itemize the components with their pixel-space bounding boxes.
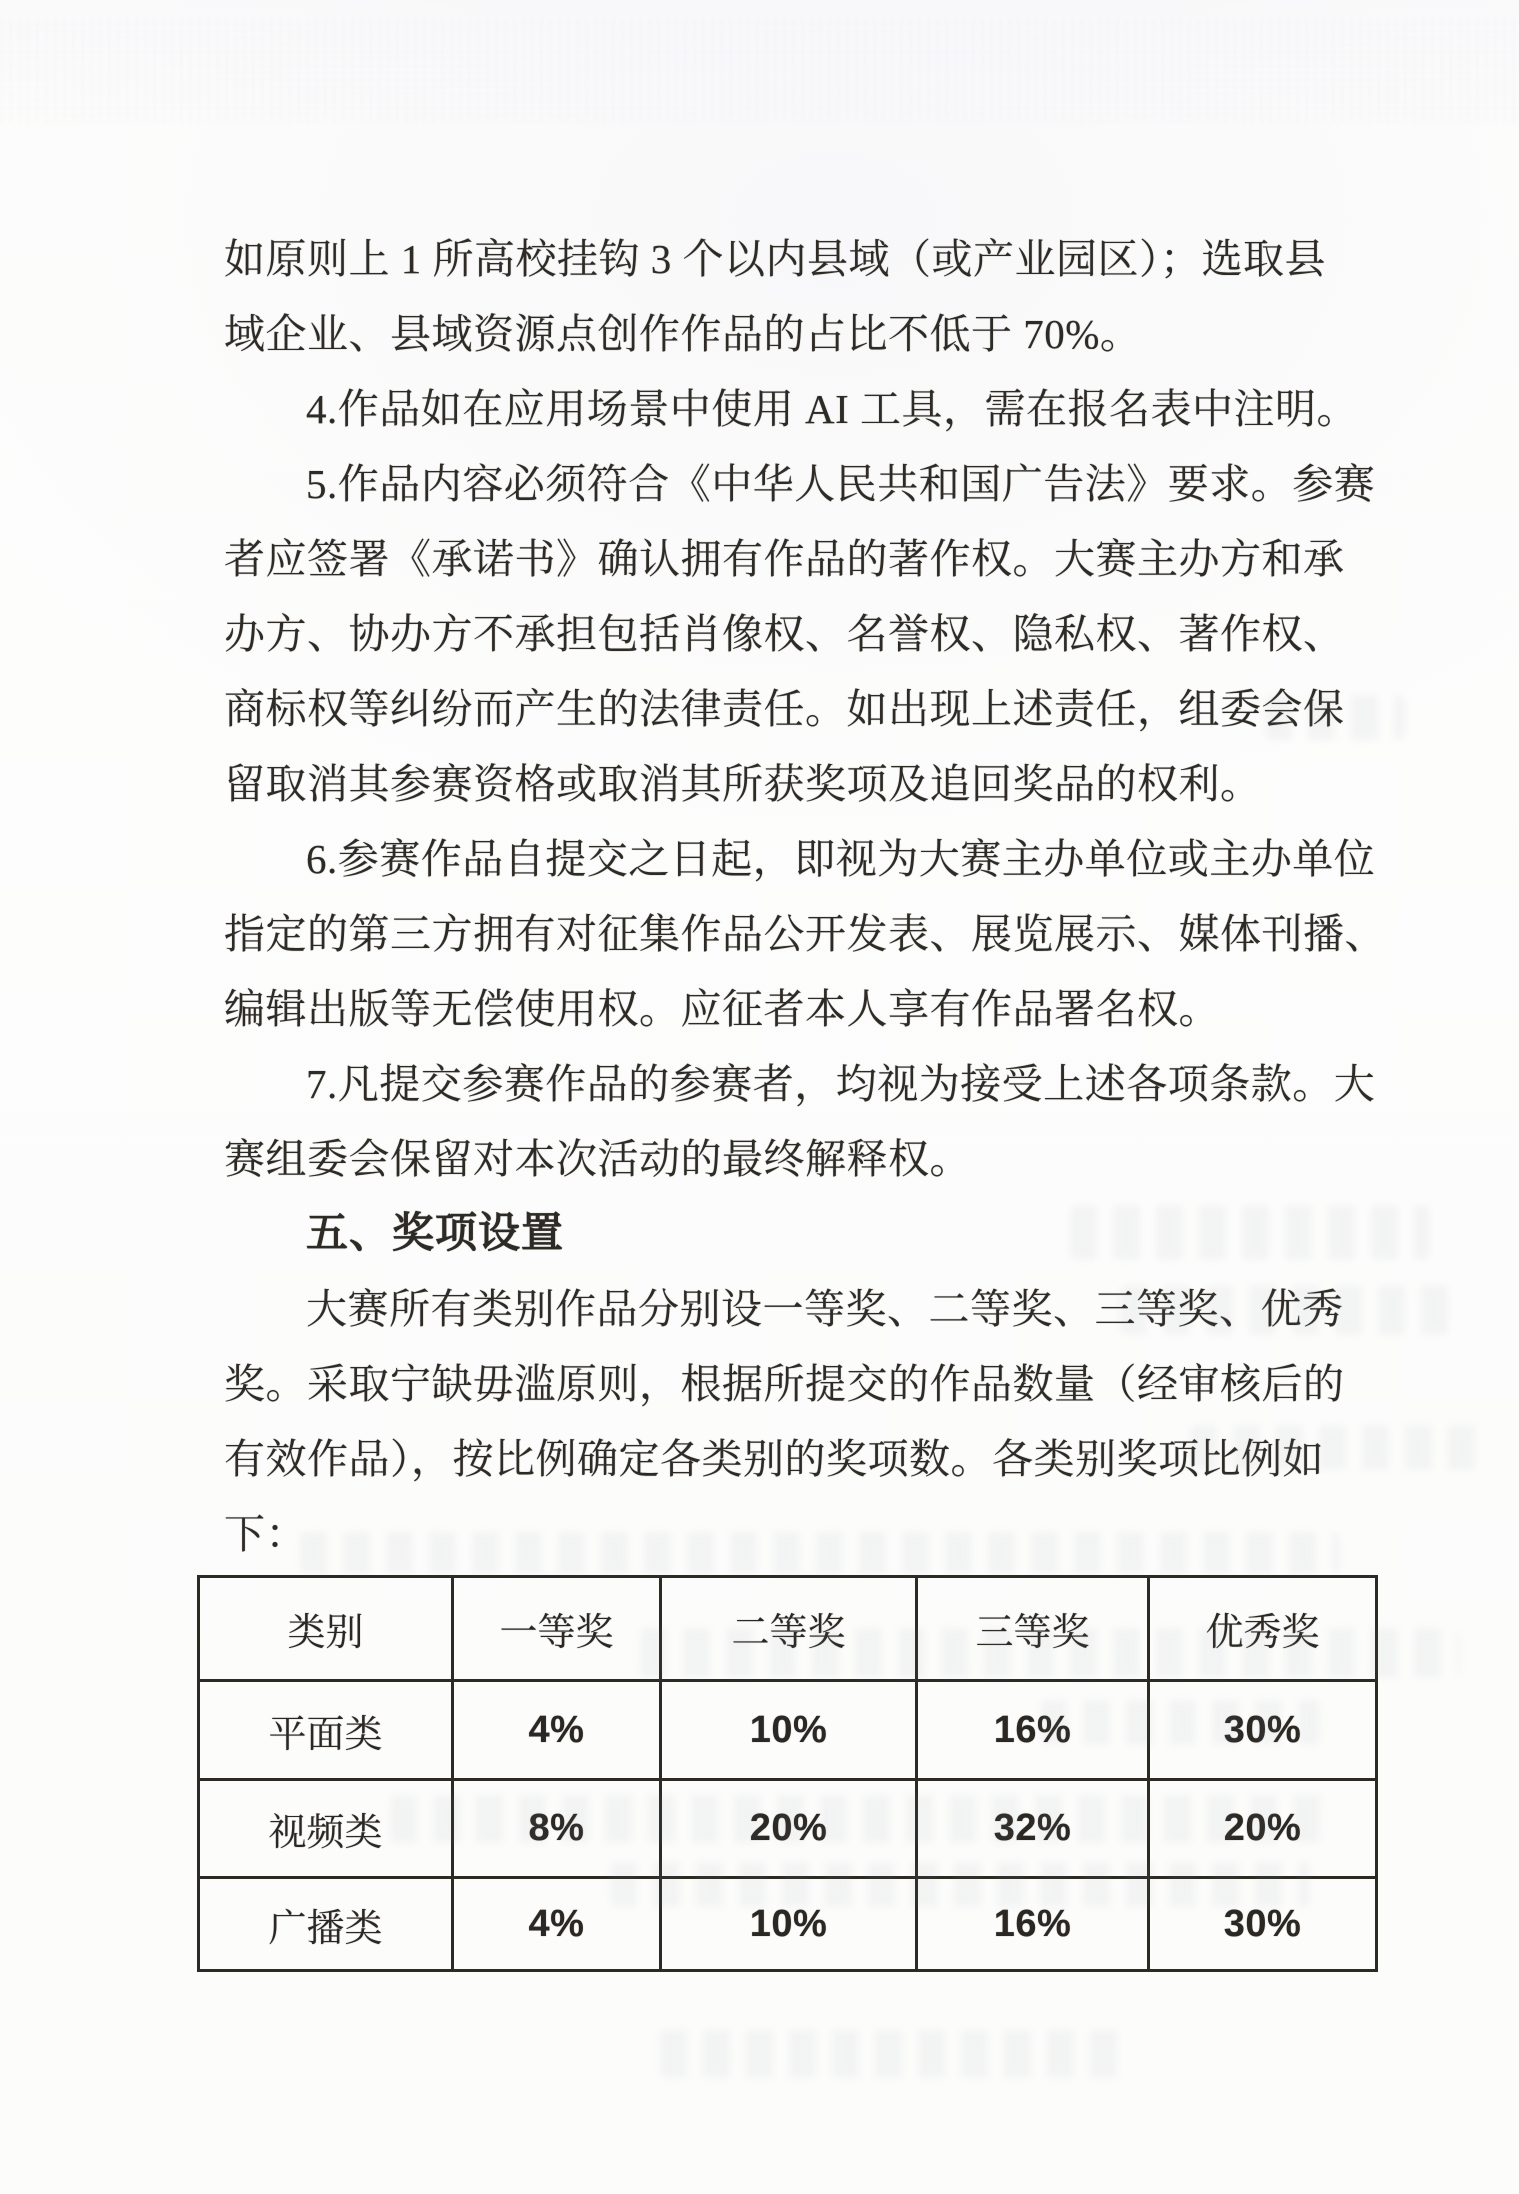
category-cell: 视频类 — [199, 1780, 453, 1878]
scan-noise-artifact — [0, 18, 1519, 123]
table-cell: 4% — [453, 1681, 661, 1780]
table-header-cell: 类别 — [199, 1577, 453, 1681]
table-row — [199, 1681, 1377, 1780]
table-row — [199, 1780, 1377, 1878]
table-header-row — [199, 1577, 1377, 1681]
table-header-cell: 三等奖 — [917, 1577, 1149, 1681]
table-row — [199, 1878, 1377, 1971]
table-cell: 16% — [917, 1878, 1149, 1971]
table-cell: 20% — [1149, 1780, 1377, 1878]
doc-line: 留取消其参赛资格或取消其所获奖项及追回奖品的权利。 — [224, 761, 1262, 807]
table-cell: 30% — [1149, 1878, 1377, 1971]
table-cell: 20% — [661, 1780, 917, 1878]
doc-line: 7.凡提交参赛作品的参赛者，均视为接受上述各项条款。大 — [306, 1061, 1376, 1107]
doc-line: 大赛所有类别作品分别设一等奖、二等奖、三等奖、优秀 — [306, 1286, 1344, 1332]
doc-line: 如原则上 1 所高校挂钩 3 个以内县域（或产业园区）；选取县 — [224, 236, 1326, 282]
table-header-cell: 优秀奖 — [1149, 1577, 1377, 1681]
doc-line: 奖。采取宁缺毋滥原则，根据所提交的作品数量（经审核后的 — [224, 1361, 1345, 1407]
doc-line: 有效作品），按比例确定各类别的奖项数。各类别奖项比例如 — [224, 1436, 1324, 1482]
table-cell: 30% — [1149, 1681, 1377, 1780]
section-heading: 五、奖项设置 — [306, 1211, 565, 1257]
table-cell: 4% — [453, 1878, 661, 1971]
doc-line: 6.参赛作品自提交之日起，即视为大赛主办单位或主办单位 — [306, 836, 1376, 882]
doc-line: 商标权等纠纷而产生的法律责任。如出现上述责任，组委会保 — [224, 686, 1345, 732]
doc-line: 下： — [224, 1511, 307, 1557]
table-header-cell: 二等奖 — [661, 1577, 917, 1681]
table-cell: 8% — [453, 1780, 661, 1878]
table-cell: 10% — [661, 1681, 917, 1780]
doc-line: 赛组委会保留对本次活动的最终解释权。 — [224, 1136, 971, 1182]
doc-line: 5.作品内容必须符合《中华人民共和国广告法》要求。参赛 — [306, 461, 1376, 507]
doc-line: 编辑出版等无偿使用权。应征者本人享有作品署名权。 — [224, 986, 1220, 1032]
table-cell: 32% — [917, 1780, 1149, 1878]
doc-line: 域企业、县域资源点创作作品的占比不低于 70%。 — [224, 311, 1142, 357]
table-header-cell: 一等奖 — [453, 1577, 661, 1681]
category-cell: 平面类 — [199, 1681, 453, 1780]
table-cell: 10% — [661, 1878, 917, 1971]
doc-line: 4.作品如在应用场景中使用 AI 工具，需在报名表中注明。 — [306, 386, 1359, 432]
doc-line: 者应签署《承诺书》确认拥有作品的著作权。大赛主办方和承 — [224, 536, 1345, 582]
document-text-block — [224, 222, 1386, 1572]
doc-line: 指定的第三方拥有对征集作品公开发表、展览展示、媒体刊播、 — [224, 911, 1386, 957]
doc-line: 办方、协办方不承担包括肖像权、名誉权、隐私权、著作权、 — [224, 611, 1345, 657]
category-cell: 广播类 — [199, 1878, 453, 1971]
table-cell: 16% — [917, 1681, 1149, 1780]
awards-ratio-table — [197, 1575, 1378, 1972]
scan-ghost-artifact — [660, 2030, 1120, 2078]
